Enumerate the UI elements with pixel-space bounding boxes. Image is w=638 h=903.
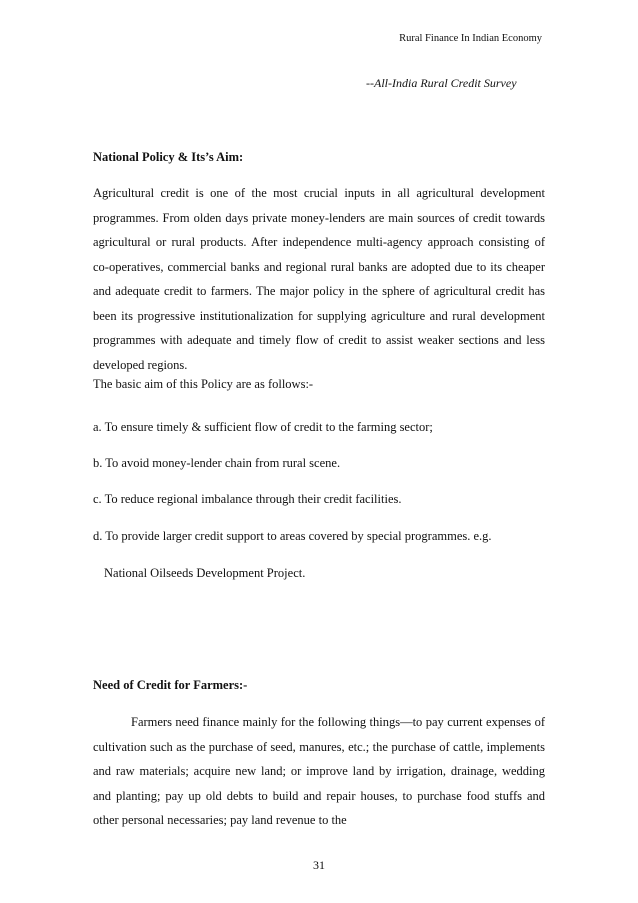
paragraph-farmer-finance: Farmers need finance mainly for the following things—to pay current expenses of cultivation such as the purchase of seed, manures, etc.; the purchase of cattle, implements and raw materials; acquire new land; or improve land by irrigation, drainage, wedding and planting; pay up old debts to build and repair houses, to purchase food stuffs and other personal necessaries; pay land revenue to the	[93, 715, 545, 827]
aim-item-d: d. To provide larger credit support to areas covered by special programmes. e.g.	[93, 529, 492, 543]
section-heading-policy: National Policy & Its’s Aim:	[93, 150, 244, 164]
survey-attribution: --All-India Rural Credit Survey	[366, 76, 517, 90]
aim-example: National Oilseeds Development Project.	[104, 566, 306, 580]
aims-intro: The basic aim of this Policy are as follows:-	[93, 377, 314, 391]
running-header: Rural Finance In Indian Economy	[399, 33, 542, 44]
section-heading-need-of-credit: Need of Credit for Farmers:-	[93, 678, 248, 692]
aim-item-b: b. To avoid money-lender chain from rural scene.	[93, 456, 341, 470]
paragraph-agricultural-credit: Agricultural credit is one of the most crucial inputs in all agricultural development programmes. From olden days private money-lenders are main sources of credit towards agricultural or rural products. After independence multi-agency approach consisting of co-operatives, commercial banks and regional rural banks are adopted due to its cheaper and adequate credit to farmers. The major policy in the sphere of agricultural credit has been its progressive institutionalization for supplying agriculture and rural development programmes with adequate and timely flow of credit to assist weaker sections and less developed regions.	[93, 186, 545, 372]
page-number: 31	[313, 858, 325, 872]
aim-item-c: c. To reduce regional imbalance through their credit facilities.	[93, 492, 402, 506]
aim-item-a: a. To ensure timely & sufficient flow of credit to the farming sector;	[93, 420, 433, 434]
